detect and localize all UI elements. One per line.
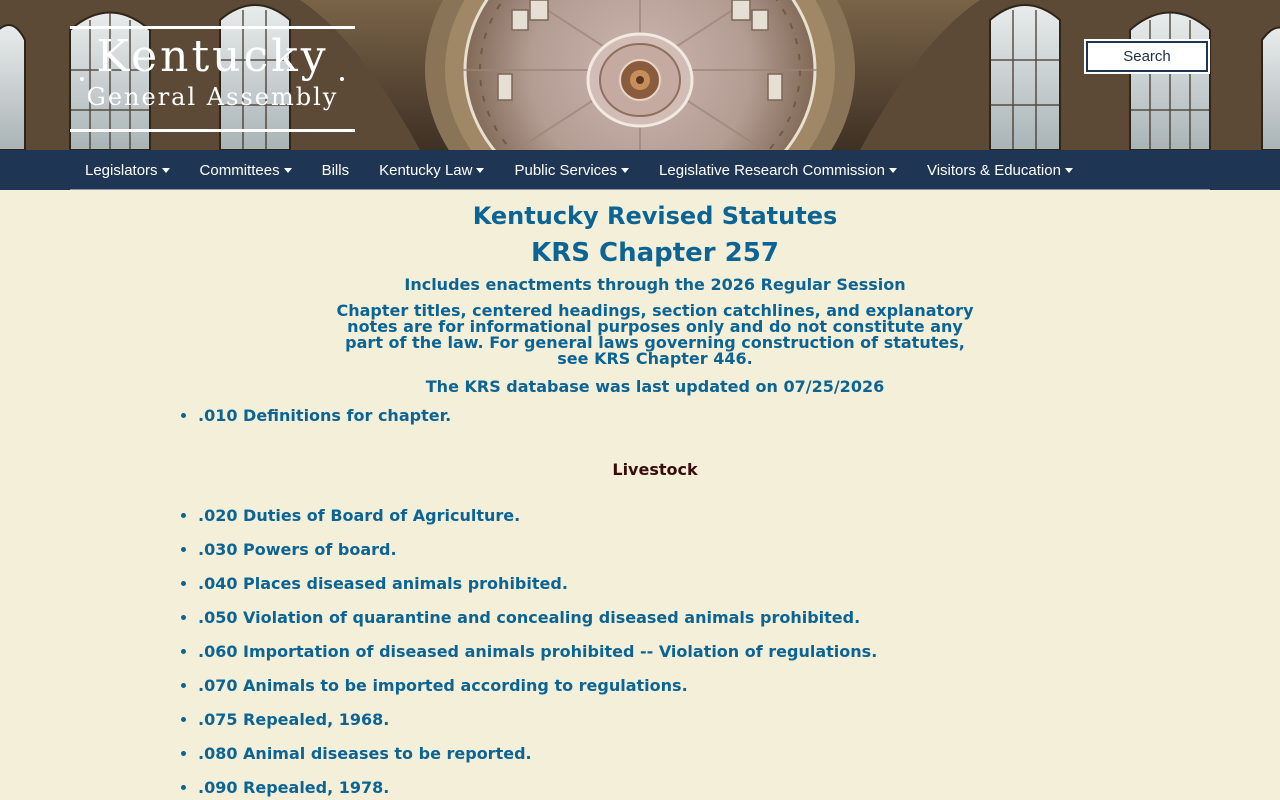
section-list-general (180, 406, 451, 440)
section-link[interactable]: • .040 Places diseased animals prohibited. (198, 574, 877, 608)
group-heading: Livestock (612, 460, 698, 479)
header-banner (0, 0, 1280, 150)
main-navigation (0, 150, 1280, 190)
nav-item-committees[interactable] (185, 162, 307, 179)
main-content (0, 190, 1280, 800)
logo-subtitle: General Assembly (86, 83, 339, 111)
nav-item-label: Legislators (85, 161, 158, 179)
last-updated-note: The KRS database was last updated on 07/25/2026 (425, 377, 885, 396)
section-link[interactable]: • .030 Powers of board. (198, 540, 877, 574)
caret-down-icon (162, 168, 170, 173)
disclaimer-note: Chapter titles, centered headings, section catchlines, and explanatory notes are for informational purposes only and do not constitute any part of the law. For general laws governing construction of statutes, see KRS Chapter 446. (336, 301, 974, 368)
section-link[interactable]: • .080 Animal diseases to be reported. (198, 744, 877, 778)
search-button[interactable]: Search (1084, 39, 1210, 74)
nav-item-legislators[interactable] (70, 162, 185, 179)
page-title: Kentucky Revised Statutes (472, 202, 838, 230)
nav-item-visitors-education[interactable] (912, 162, 1088, 179)
section-link[interactable]: • .060 Importation of diseased animals prohibited -- Violation of regulations. (198, 642, 877, 676)
section-link[interactable]: • .010 Definitions for chapter. (198, 406, 451, 440)
section-link[interactable]: • .020 Duties of Board of Agriculture. (198, 506, 877, 540)
nav-item-public-services[interactable] (499, 162, 644, 179)
enactments-note: Includes enactments through the 2026 Regular Session (404, 275, 906, 294)
section-link[interactable]: • .050 Violation of quarantine and concealing diseased animals prohibited. (198, 608, 877, 642)
section-list-livestock (180, 506, 877, 800)
logo-dot-right (340, 77, 344, 81)
nav-item-label: Public Services (514, 161, 618, 179)
section-link[interactable]: • .070 Animals to be imported according to regulations. (198, 676, 877, 710)
logo-title: Kentucky (96, 31, 329, 82)
nav-item-label: Bills (321, 161, 350, 179)
caret-down-icon (284, 168, 292, 173)
chapter-title: KRS Chapter 257 (531, 238, 779, 268)
caret-down-icon (1065, 168, 1073, 173)
section-link[interactable]: • .075 Repealed, 1968. (198, 710, 877, 744)
caret-down-icon (621, 168, 629, 173)
caret-down-icon (476, 168, 484, 173)
nav-item-kentucky-law[interactable] (364, 162, 499, 179)
site-logo[interactable] (70, 26, 355, 132)
logo-dot-left (80, 77, 84, 81)
nav-item-label: Legislative Research Commission (659, 161, 885, 179)
caret-down-icon (889, 168, 897, 173)
nav-item-label: Committees (199, 161, 280, 179)
nav-item-label: Visitors & Education (926, 161, 1061, 179)
nav-item-legislative-research-commission[interactable] (644, 162, 912, 179)
section-link[interactable]: • .090 Repealed, 1978. (198, 778, 877, 800)
nav-item-bills[interactable] (307, 162, 365, 179)
nav-item-label: Kentucky Law (379, 161, 473, 179)
nav-menu (70, 150, 1088, 190)
